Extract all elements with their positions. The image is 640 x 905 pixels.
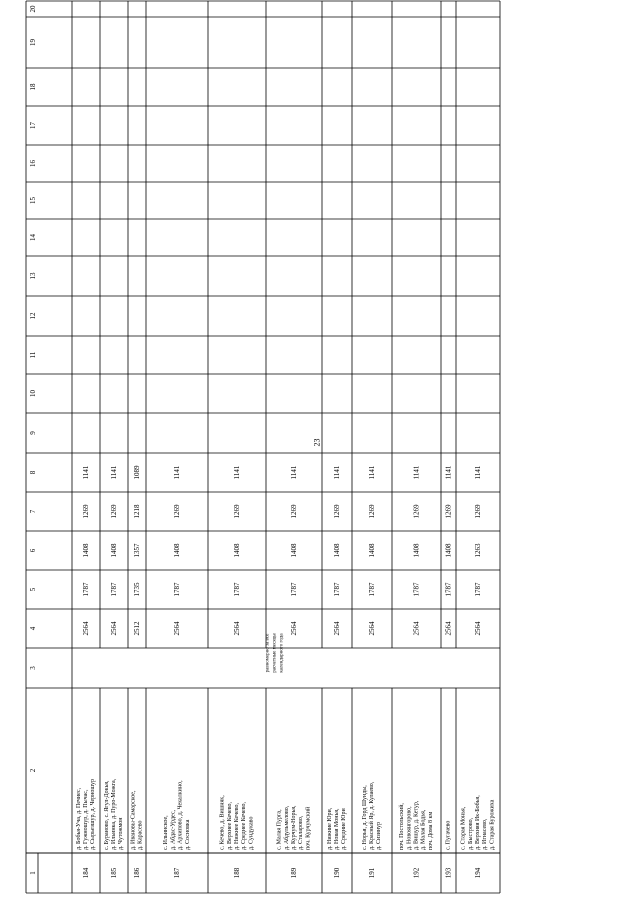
settlement-name: д. Ивановы-Самарское, xyxy=(130,790,137,850)
row-number: 190 xyxy=(333,867,341,879)
tariff-value: 1141 xyxy=(110,465,118,480)
tariff-value: 1408 xyxy=(412,543,421,558)
settlement-name: д. Нижние Юри, xyxy=(326,807,333,850)
settlement-name: д. Среднее Кечево, xyxy=(241,802,248,850)
page-number: 23 xyxy=(312,438,322,447)
tariff-value: 1141 xyxy=(233,465,241,480)
tariff-value: 2564 xyxy=(82,621,90,636)
column-number: 4 xyxy=(29,626,37,631)
settlement-name: д. Старая Бурожиха xyxy=(489,799,496,850)
column-number: 3 xyxy=(29,666,37,670)
row-number: 187 xyxy=(173,867,181,879)
settlement-name: поч. Постольский, xyxy=(399,803,406,850)
tariff-value: 1787 xyxy=(444,582,453,597)
settlement-name: д. Новая Монья, xyxy=(334,808,340,850)
column3-note: расчетные месяцы xyxy=(272,633,278,673)
settlement-name: д. Средние Юри xyxy=(341,808,348,850)
settlement-name: д. Архипово, д. Чекалкино, xyxy=(177,780,184,850)
tariff-value: 1218 xyxy=(133,504,141,519)
tariff-value: 1408 xyxy=(110,543,118,558)
tariff-value: 1357 xyxy=(133,543,141,558)
settlement-name: с. Пугачево xyxy=(445,820,452,850)
tariff-value: 1141 xyxy=(368,465,376,480)
column-number: 13 xyxy=(29,272,37,280)
settlement-name: д. Сизинур xyxy=(376,821,383,850)
tariff-value: 2564 xyxy=(368,621,376,636)
tariff-value: 2512 xyxy=(133,621,141,636)
column-number: 11 xyxy=(29,351,37,359)
settlement-name: д. Карасево xyxy=(137,820,144,850)
tariff-value: 1269 xyxy=(173,504,181,519)
settlement-name: д. Чутожмон xyxy=(118,817,125,850)
settlement-name: с. Норья, д. Горд Шунды, xyxy=(361,785,368,850)
settlement-name: д. Быстрово, xyxy=(467,817,474,850)
settlement-name: д. Малая Бодья, xyxy=(420,809,427,850)
row-number: 184 xyxy=(82,867,90,879)
column-number: 10 xyxy=(29,390,37,397)
tariff-value: 1787 xyxy=(333,582,341,597)
settlement-name: д. Бобья-Уча, д. Печиес, xyxy=(75,787,82,850)
tariff-value: 1269 xyxy=(233,504,241,519)
column3-note: календарного года xyxy=(279,633,285,673)
column-number: 2 xyxy=(29,768,37,773)
settlement-name: д. Ильинка, д. Пуро-Можга, xyxy=(111,778,117,850)
tariff-value: 1269 xyxy=(444,504,453,519)
settlement-name: д. Курчум-Норья, xyxy=(291,805,297,850)
column-number: 16 xyxy=(29,160,37,167)
settlement-name: д. Вишур, д. Кетур, xyxy=(413,800,420,850)
tariff-value: 1141 xyxy=(173,465,181,480)
tariff-value: 1787 xyxy=(233,582,241,597)
tariff-value: 2564 xyxy=(233,621,241,636)
tariff-value: 1263 xyxy=(474,543,482,558)
row-number: 193 xyxy=(444,867,453,879)
tariff-value: 1408 xyxy=(333,543,341,558)
settlement-name: д. Игнасево, xyxy=(482,818,489,850)
tariff-value: 1269 xyxy=(474,504,482,519)
tariff-value: 2564 xyxy=(412,621,421,636)
column-number: 1 xyxy=(29,871,37,875)
row-number: 192 xyxy=(412,867,421,879)
tariff-value: 1141 xyxy=(290,465,298,480)
tariff-value: 1089 xyxy=(133,465,141,480)
column-number: 15 xyxy=(29,197,37,204)
tariff-value: 1269 xyxy=(412,504,421,519)
settlement-name: д. Новоянгорово, xyxy=(406,806,413,850)
column-number: 5 xyxy=(29,587,37,592)
row-number: 188 xyxy=(233,867,241,879)
settlement-name: д. Красный Яр, д. Кулаево, xyxy=(369,781,375,850)
column-number: 19 xyxy=(29,39,37,46)
column-number: 20 xyxy=(29,5,37,13)
settlement-name: д. Нижнее Кечево, xyxy=(234,802,240,850)
tariff-value: 2564 xyxy=(444,621,453,636)
tariff-value: 1141 xyxy=(333,465,341,480)
column-number: 6 xyxy=(29,548,37,553)
tariff-value: 1787 xyxy=(412,582,421,597)
tariff-value: 1787 xyxy=(82,582,90,597)
tariff-value: 2564 xyxy=(290,621,298,636)
tariff-value: 1269 xyxy=(290,504,298,519)
column-number: 17 xyxy=(29,122,37,129)
settlement-name: д. Сталарово, xyxy=(298,815,305,850)
tariff-value: 2564 xyxy=(474,621,482,636)
column-number: 18 xyxy=(29,83,37,91)
tariff-value: 1787 xyxy=(474,582,482,597)
tariff-value: 1408 xyxy=(82,543,90,558)
settlement-name: д. Сосновка xyxy=(184,819,191,850)
settlement-name: д. Сырьезшур, д. Черношур xyxy=(90,779,97,850)
row-number: 186 xyxy=(133,867,141,879)
settlement-name: д. Сундукаво xyxy=(248,816,255,850)
settlement-name: д. Верхняя Ик-Бобья, xyxy=(475,795,481,850)
tariff-value: 1408 xyxy=(368,543,376,558)
tariff-value: 2564 xyxy=(173,621,181,636)
tariff-value: 1408 xyxy=(444,543,453,558)
settlement-name: с. Старая Монья, xyxy=(460,806,467,850)
tariff-value: 1787 xyxy=(173,582,181,597)
tariff-value: 1141 xyxy=(444,465,453,480)
column-number: 7 xyxy=(29,509,37,514)
settlement-name: д. Гужношур, д. Пычас, xyxy=(83,789,89,850)
tariff-value: 1787 xyxy=(290,582,298,597)
column-number: 8 xyxy=(29,470,37,475)
tariff-value: 1141 xyxy=(474,465,482,480)
settlement-name: поч. Курчумский xyxy=(305,806,312,850)
row-number: 189 xyxy=(290,867,298,879)
column-number: 12 xyxy=(29,312,37,320)
settlement-name: д. Верхнее Кечево, xyxy=(226,801,233,850)
row-number: 185 xyxy=(110,867,118,879)
settlement-name: д. Абдульмелово, xyxy=(283,805,290,850)
tariff-value: 1787 xyxy=(110,582,118,597)
tariff-value: 1408 xyxy=(173,543,181,558)
tariff-value: 1141 xyxy=(412,465,421,480)
tariff-value: 1735 xyxy=(133,582,141,597)
tariff-value: 1269 xyxy=(368,504,376,519)
settlement-name: с. Ильинское, xyxy=(163,815,170,850)
tariff-value: 1269 xyxy=(333,504,341,519)
settlement-name: с. Бураново, с. Ягул-Докья, xyxy=(103,780,110,850)
settlement-name: с. Кечево, д. Вишняк, xyxy=(219,795,226,850)
row-number: 194 xyxy=(474,867,482,879)
tariff-value: 1408 xyxy=(290,543,298,558)
row-number: 191 xyxy=(368,867,376,879)
settlement-name: с. Малая Пурга, xyxy=(276,809,283,850)
column-number: 14 xyxy=(29,234,37,241)
settlement-name: д. Абдас-Урдес, xyxy=(170,809,177,850)
column-number: 9 xyxy=(29,431,37,435)
column3-note: равномерно за все xyxy=(265,633,271,673)
tariff-value: 1408 xyxy=(233,543,241,558)
settlement-name: поч. Дома 8 км xyxy=(427,811,434,850)
tariff-value: 1269 xyxy=(110,504,118,519)
tariff-value: 1141 xyxy=(82,465,90,480)
tariff-value: 2564 xyxy=(333,621,341,636)
tariff-value: 1787 xyxy=(368,582,376,597)
tariff-value: 2564 xyxy=(110,621,118,636)
tariff-value: 1269 xyxy=(82,504,90,519)
